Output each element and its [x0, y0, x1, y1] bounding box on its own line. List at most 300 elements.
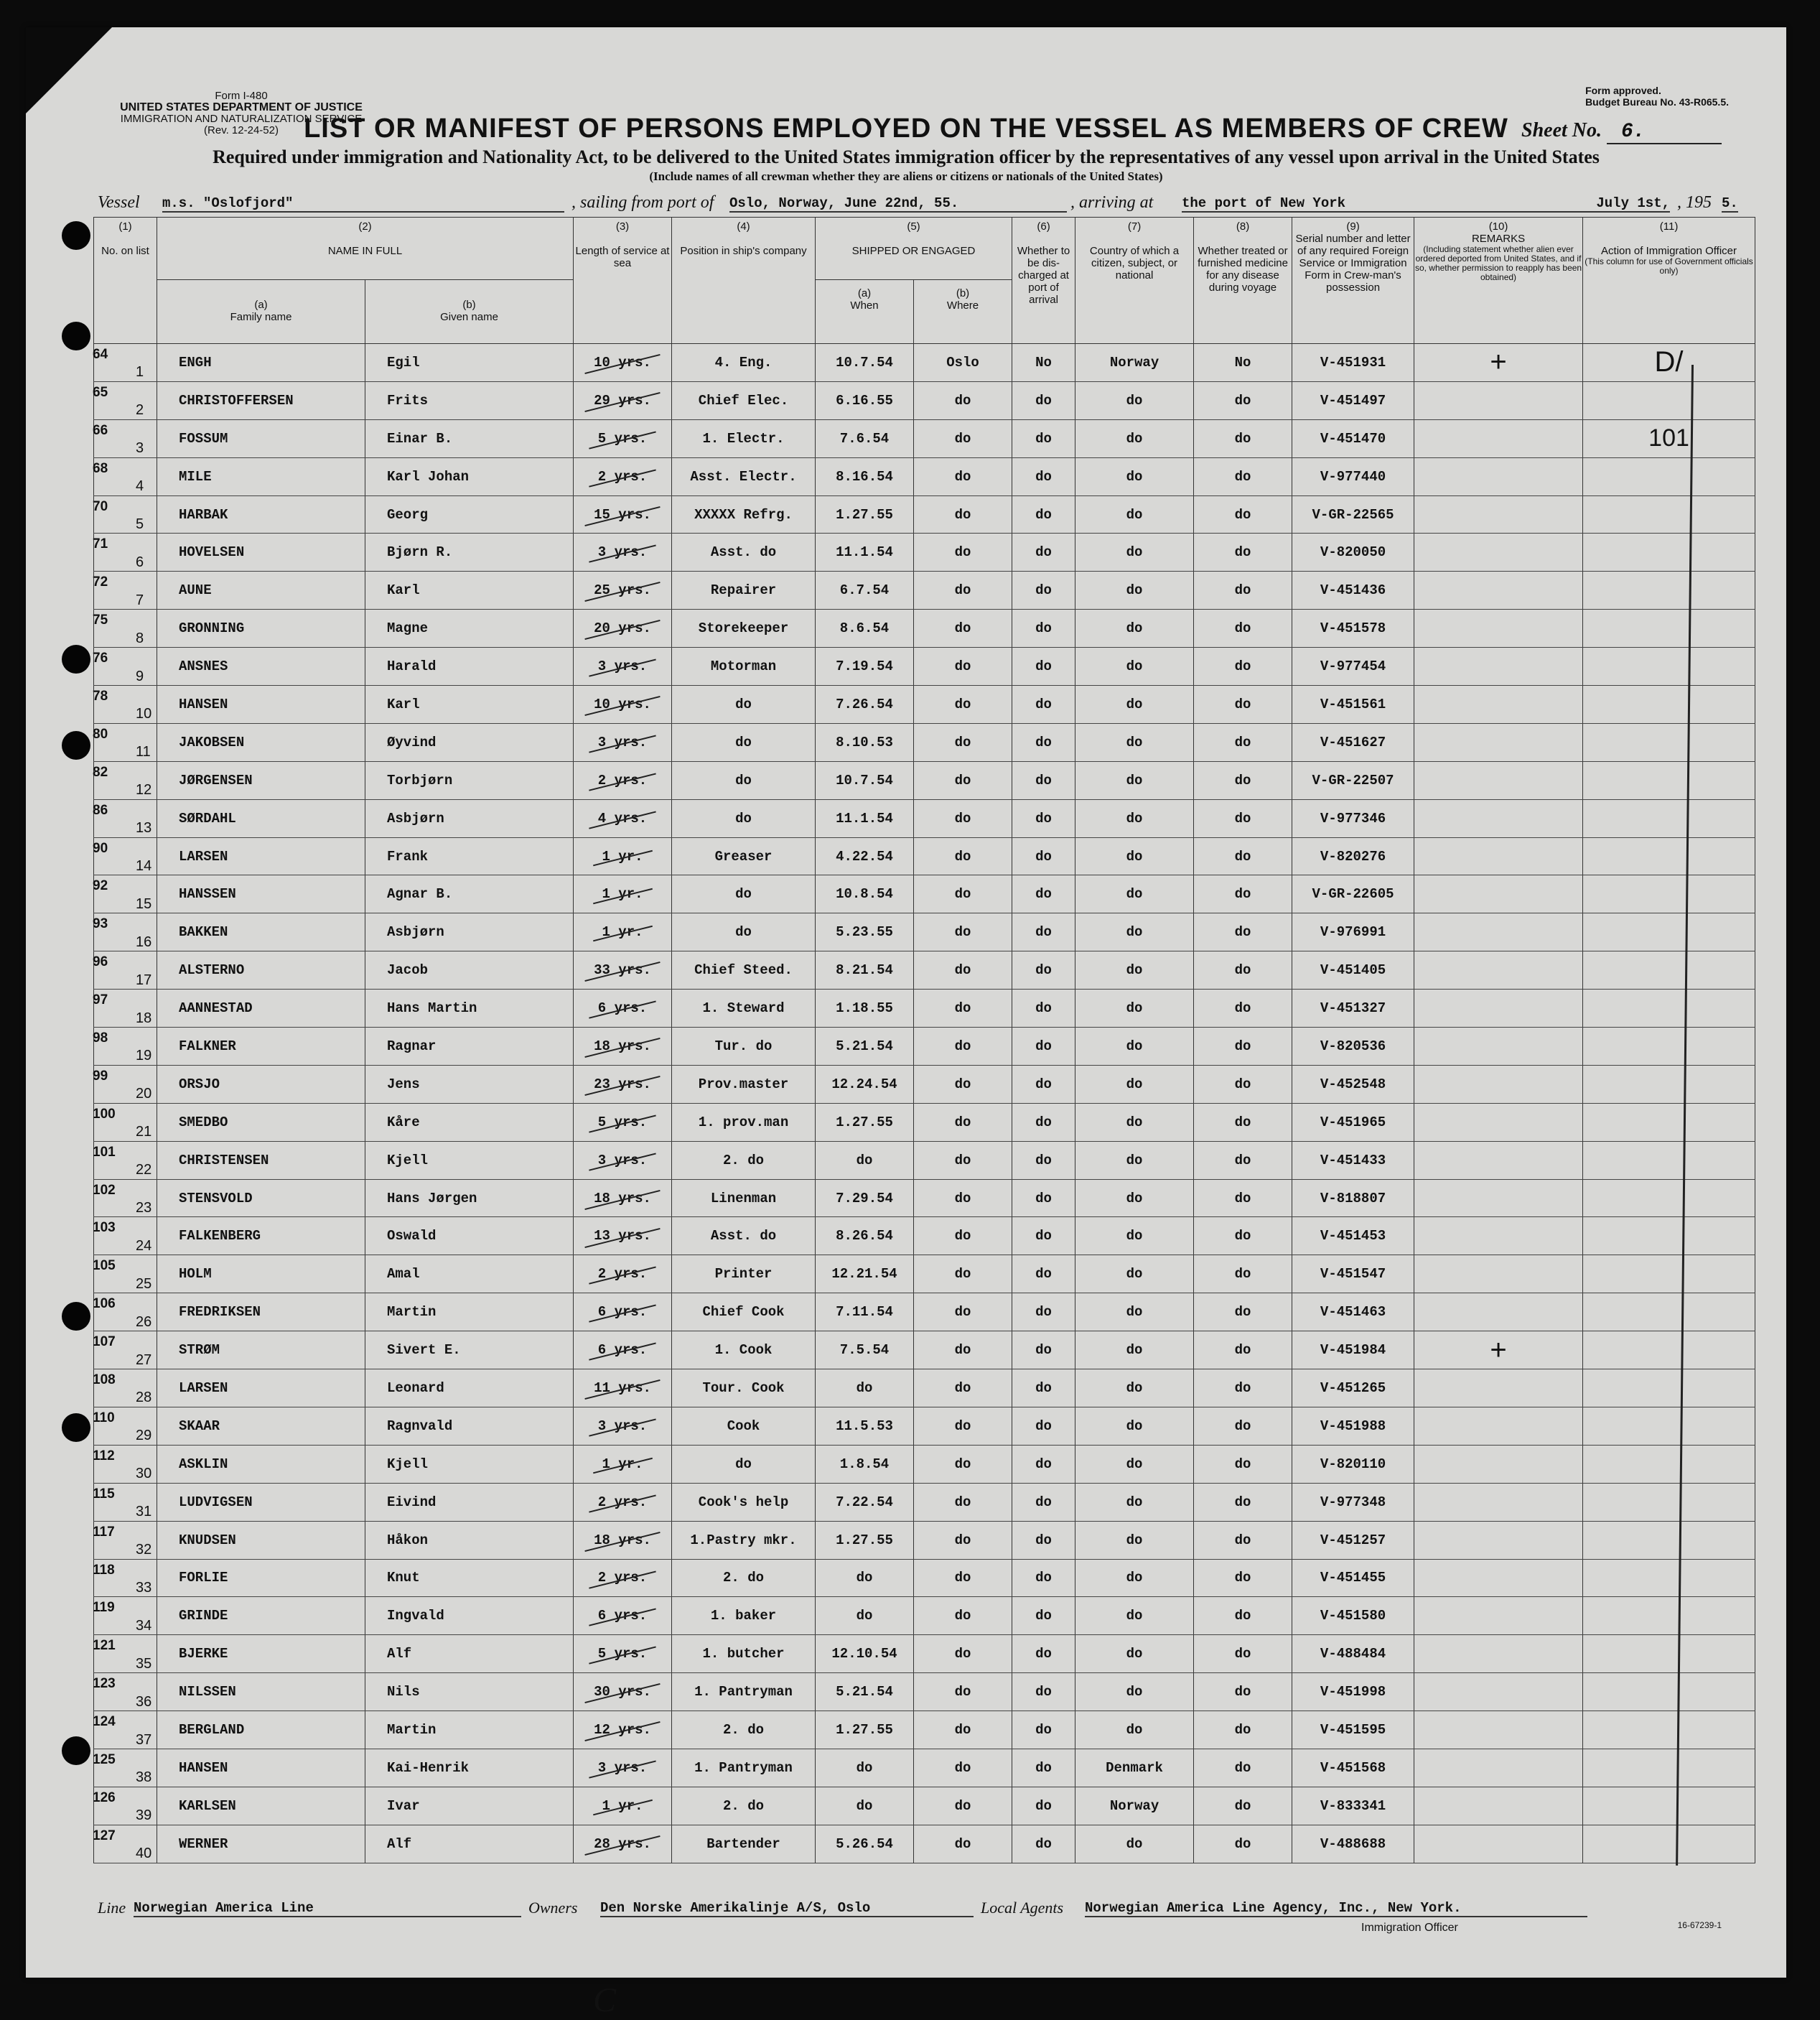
handwritten-initial: C: [593, 1981, 617, 2019]
row-number: [94, 1825, 157, 1863]
table-row: [94, 1141, 1755, 1179]
row-number: [94, 457, 157, 495]
treated: do: [1194, 761, 1292, 799]
handwritten-list-number: 66: [93, 422, 108, 438]
country: do: [1075, 1141, 1194, 1179]
service-length: [574, 495, 672, 534]
handwritten-list-number: 110: [93, 1410, 115, 1425]
position: Linenman: [672, 1179, 816, 1217]
position: 1. Steward: [672, 990, 816, 1028]
col-action-header: [1583, 218, 1755, 344]
row-number: [94, 913, 157, 951]
remarks: [1414, 1673, 1583, 1711]
form-approved: Form approved.: [1585, 85, 1661, 96]
treated: do: [1194, 837, 1292, 875]
col-label: (a) When: [850, 287, 879, 312]
treated: do: [1194, 1521, 1292, 1559]
service-value: 11 yrs.: [594, 1379, 651, 1396]
row-number: [94, 1217, 157, 1255]
remarks: [1414, 1787, 1583, 1825]
handwritten-list-number: 125: [93, 1751, 116, 1767]
table-row: [94, 1179, 1755, 1217]
family-name: ORSJO: [157, 1065, 365, 1103]
shipped-when: do: [816, 1141, 914, 1179]
remarks: [1414, 1179, 1583, 1217]
row-number: [94, 1711, 157, 1749]
row-number: [94, 1331, 157, 1369]
discharged: do: [1012, 1825, 1075, 1863]
treated: do: [1194, 495, 1292, 534]
row-number: [94, 1103, 157, 1141]
row-number: [94, 572, 157, 610]
shipped-where: do: [914, 1141, 1012, 1179]
family-name: HANSSEN: [157, 875, 365, 913]
family-name: BERGLAND: [157, 1711, 365, 1749]
col-label: Length of service at sea: [575, 245, 670, 269]
serial-number: V-977346: [1292, 799, 1414, 837]
service-value: 2 yrs.: [597, 1570, 648, 1586]
position: do: [672, 875, 816, 913]
shipped-when: do: [816, 1787, 914, 1825]
shipped-when: 10.7.54: [816, 761, 914, 799]
remarks: [1414, 913, 1583, 951]
shipped-where: do: [914, 1445, 1012, 1483]
handwritten-list-number: 126: [93, 1789, 116, 1805]
officer-action: [1583, 1217, 1755, 1255]
officer-action: D/: [1583, 344, 1755, 382]
family-name: JAKOBSEN: [157, 723, 365, 761]
serial-number: V-833341: [1292, 1787, 1414, 1825]
shipped-when: 5.21.54: [816, 1028, 914, 1066]
discharged: do: [1012, 1255, 1075, 1293]
handwritten-list-number: 115: [93, 1486, 115, 1502]
country: do: [1075, 1179, 1194, 1217]
given-name: Harald: [365, 648, 574, 686]
handwritten-list-number: 70: [93, 498, 108, 514]
form-number: Form I-480: [215, 90, 268, 102]
row-number: [94, 1141, 157, 1179]
table-row: [94, 572, 1755, 610]
handwritten-list-number: 100: [93, 1106, 116, 1122]
country: do: [1075, 1331, 1194, 1369]
position: 1. Electr.: [672, 419, 816, 457]
serial-number: V-977440: [1292, 457, 1414, 495]
handwritten-list-number: 78: [93, 689, 108, 704]
officer-action: [1583, 1445, 1755, 1483]
remarks: +: [1414, 1331, 1583, 1369]
given-name: Jens: [365, 1065, 574, 1103]
position: 1. Pantryman: [672, 1749, 816, 1787]
service-length: [574, 837, 672, 875]
officer-action: [1583, 1787, 1755, 1825]
table-row: [94, 990, 1755, 1028]
shipped-where: do: [914, 610, 1012, 648]
table-row: [94, 1103, 1755, 1141]
table-row: [94, 381, 1755, 419]
given-name: Bjørn R.: [365, 534, 574, 572]
service-length: [574, 1673, 672, 1711]
serial-number: V-451453: [1292, 1217, 1414, 1255]
family-name: STENSVOLD: [157, 1179, 365, 1217]
officer-action: [1583, 761, 1755, 799]
row-number: [94, 534, 157, 572]
officer-action: [1583, 837, 1755, 875]
row-index: 2: [136, 402, 144, 419]
position: Tur. do: [672, 1028, 816, 1066]
row-index: 20: [136, 1086, 152, 1102]
family-name: HANSEN: [157, 1749, 365, 1787]
serial-number: V-451405: [1292, 951, 1414, 990]
remarks: [1414, 1217, 1583, 1255]
given-name: Einar B.: [365, 419, 574, 457]
row-index: 18: [136, 1010, 152, 1026]
serial-number: V-451627: [1292, 723, 1414, 761]
family-name: ASKLIN: [157, 1445, 365, 1483]
family-name: BJERKE: [157, 1635, 365, 1673]
service-length: [574, 1825, 672, 1863]
handwritten-list-number: 117: [93, 1524, 115, 1540]
given-name: Karl Johan: [365, 457, 574, 495]
row-index: 38: [136, 1769, 152, 1786]
treated: do: [1194, 1028, 1292, 1066]
row-index: 23: [136, 1200, 152, 1216]
remarks: [1414, 686, 1583, 724]
given-name: Kjell: [365, 1445, 574, 1483]
service-value: 2 yrs.: [597, 468, 648, 485]
family-name: LARSEN: [157, 837, 365, 875]
remarks: [1414, 1559, 1583, 1597]
row-number: [94, 1635, 157, 1673]
given-name: Martin: [365, 1293, 574, 1331]
service-value: 5 yrs.: [597, 430, 648, 447]
position: Asst. Electr.: [672, 457, 816, 495]
row-number: [94, 1445, 157, 1483]
row-index: 1: [136, 364, 144, 381]
discharged: do: [1012, 1597, 1075, 1635]
given-name: Frits: [365, 381, 574, 419]
country: do: [1075, 723, 1194, 761]
row-number: [94, 610, 157, 648]
service-value: 10 yrs.: [594, 354, 651, 371]
crew-rows: [94, 344, 1755, 1863]
family-name: MILE: [157, 457, 365, 495]
serial-number: V-451965: [1292, 1103, 1414, 1141]
row-index: 6: [136, 554, 144, 570]
serial-number: V-451988: [1292, 1407, 1414, 1445]
discharged: do: [1012, 1711, 1075, 1749]
position: Storekeeper: [672, 610, 816, 648]
shipped-where: do: [914, 1103, 1012, 1141]
col-label: NAME IN FULL: [327, 245, 403, 257]
shipped-where: do: [914, 1711, 1012, 1749]
treated: do: [1194, 686, 1292, 724]
country: do: [1075, 610, 1194, 648]
service-value: 3 yrs.: [597, 1152, 648, 1168]
remarks: [1414, 1445, 1583, 1483]
shipped-when: 1.18.55: [816, 990, 914, 1028]
col-family-header: [157, 280, 365, 344]
remarks: [1414, 1483, 1583, 1521]
serial-number: V-976991: [1292, 913, 1414, 951]
row-number: [94, 1749, 157, 1787]
position: Prov.master: [672, 1065, 816, 1103]
shipped-where: do: [914, 1483, 1012, 1521]
shipped-when: do: [816, 1369, 914, 1407]
family-name: HARBAK: [157, 495, 365, 534]
serial-number: V-451497: [1292, 381, 1414, 419]
col-position-header: [672, 218, 816, 344]
service-length: [574, 1559, 672, 1597]
col-service-header: [574, 218, 672, 344]
row-index: 9: [136, 668, 144, 684]
row-index: 28: [136, 1390, 152, 1406]
given-name: Jacob: [365, 951, 574, 990]
shipped-where: do: [914, 799, 1012, 837]
row-index: 34: [136, 1617, 152, 1634]
service-length: [574, 1749, 672, 1787]
service-value: 3 yrs.: [597, 1418, 648, 1434]
discharged: do: [1012, 1179, 1075, 1217]
position: Asst. do: [672, 534, 816, 572]
service-value: 12 yrs.: [594, 1722, 651, 1738]
serial-number: V-818807: [1292, 1179, 1414, 1217]
country: do: [1075, 534, 1194, 572]
serial-number: V-451547: [1292, 1255, 1414, 1293]
officer-action: [1583, 1179, 1755, 1217]
shipped-when: 1.8.54: [816, 1445, 914, 1483]
position: 2. do: [672, 1711, 816, 1749]
service-value: 2 yrs.: [597, 1494, 648, 1510]
remarks: [1414, 990, 1583, 1028]
service-length: [574, 457, 672, 495]
year-label: , 195: [1677, 193, 1712, 212]
treated: do: [1194, 610, 1292, 648]
handwritten-list-number: 103: [93, 1220, 116, 1236]
col-list-no-header: [94, 218, 157, 344]
discharged: do: [1012, 1369, 1075, 1407]
row-number: [94, 1065, 157, 1103]
country: do: [1075, 1825, 1194, 1863]
table-row: [94, 723, 1755, 761]
country: do: [1075, 457, 1194, 495]
treated: do: [1194, 990, 1292, 1028]
remarks: [1414, 799, 1583, 837]
row-index: 29: [136, 1428, 152, 1444]
col-label: Serial number and letter of any required Foreign Service or Immigration Form in Crew-man's possession: [1295, 233, 1411, 294]
row-number: [94, 1673, 157, 1711]
service-value: 6 yrs.: [597, 1000, 648, 1017]
service-value: 33 yrs.: [594, 962, 651, 979]
given-name: Martin: [365, 1711, 574, 1749]
handwritten-list-number: 97: [93, 992, 108, 1008]
service-length: [574, 761, 672, 799]
col-number: (6): [1037, 220, 1050, 233]
discharged: do: [1012, 1217, 1075, 1255]
position: Bartender: [672, 1825, 816, 1863]
country: do: [1075, 1521, 1194, 1559]
punch-hole: [62, 221, 90, 250]
discharged: do: [1012, 723, 1075, 761]
officer-label: Immigration Officer: [1361, 1922, 1458, 1934]
remarks: [1414, 648, 1583, 686]
row-number: [94, 1179, 157, 1217]
given-name: Magne: [365, 610, 574, 648]
arrival-date: July 1st,: [1526, 195, 1670, 213]
table-row: [94, 1407, 1755, 1445]
handwritten-list-number: 98: [93, 1030, 108, 1046]
row-index: 14: [136, 858, 152, 875]
handwritten-list-number: 119: [93, 1600, 115, 1616]
treated: do: [1194, 799, 1292, 837]
country: do: [1075, 572, 1194, 610]
table-row: [94, 1255, 1755, 1293]
col-label: Position in ship's company: [680, 245, 807, 257]
family-name: STRØM: [157, 1331, 365, 1369]
family-name: SMEDBO: [157, 1103, 365, 1141]
serial-number: V-451578: [1292, 610, 1414, 648]
family-name: AUNE: [157, 572, 365, 610]
serial-number: V-977454: [1292, 648, 1414, 686]
row-index: 19: [136, 1048, 152, 1064]
family-name: AANNESTAD: [157, 990, 365, 1028]
table-row: [94, 495, 1755, 534]
treated: do: [1194, 1635, 1292, 1673]
given-name: Asbjørn: [365, 913, 574, 951]
row-number: [94, 344, 157, 382]
serial-number: V-451984: [1292, 1331, 1414, 1369]
col-number: (5): [907, 220, 920, 233]
treated: do: [1194, 1749, 1292, 1787]
punch-hole: [62, 1413, 90, 1442]
family-name: HANSEN: [157, 686, 365, 724]
service-value: 3 yrs.: [597, 544, 648, 561]
arriving-value: the port of New York: [1182, 195, 1526, 213]
treated: do: [1194, 1559, 1292, 1597]
given-name: Ragnvald: [365, 1407, 574, 1445]
row-index: 32: [136, 1542, 152, 1558]
given-name: Knut: [365, 1559, 574, 1597]
service-value: 2 yrs.: [597, 1266, 648, 1283]
position: do: [672, 686, 816, 724]
serial-number: V-451436: [1292, 572, 1414, 610]
table-row: [94, 419, 1755, 457]
position: 2. do: [672, 1559, 816, 1597]
country: do: [1075, 1673, 1194, 1711]
row-index: 4: [136, 478, 144, 495]
service-length: [574, 534, 672, 572]
position: Cook: [672, 1407, 816, 1445]
shipped-when: do: [816, 1597, 914, 1635]
given-name: Hans Martin: [365, 990, 574, 1028]
discharged: do: [1012, 1141, 1075, 1179]
serial-number: V-451327: [1292, 990, 1414, 1028]
position: 1. Cook: [672, 1331, 816, 1369]
serial-number: V-GR-22605: [1292, 875, 1414, 913]
serial-number: V-GR-22565: [1292, 495, 1414, 534]
discharged: do: [1012, 1559, 1075, 1597]
line-value: Norwegian America Line: [134, 1900, 521, 1917]
service-length: [574, 572, 672, 610]
remarks: [1414, 723, 1583, 761]
position: Asst. do: [672, 1217, 816, 1255]
row-index: 39: [136, 1807, 152, 1824]
remarks: [1414, 951, 1583, 990]
treated: do: [1194, 1065, 1292, 1103]
serial-number: V-GR-22507: [1292, 761, 1414, 799]
shipped-where: do: [914, 1179, 1012, 1217]
serial-number: V-451561: [1292, 686, 1414, 724]
row-index: 17: [136, 972, 152, 988]
discharged: do: [1012, 1065, 1075, 1103]
given-name: Karl: [365, 686, 574, 724]
shipped-when: 11.1.54: [816, 534, 914, 572]
service-length: [574, 1369, 672, 1407]
row-index: 13: [136, 820, 152, 837]
shipped-when: 7.19.54: [816, 648, 914, 686]
sheet-label: Sheet No.: [1521, 119, 1602, 141]
col-label: Whether to be dis-charged at port of arrival: [1017, 245, 1070, 306]
country: do: [1075, 799, 1194, 837]
given-name: Amal: [365, 1255, 574, 1293]
officer-action: [1583, 1028, 1755, 1066]
row-index: 25: [136, 1275, 152, 1292]
country: do: [1075, 1483, 1194, 1521]
table-row: [94, 1597, 1755, 1635]
shipped-where: do: [914, 534, 1012, 572]
remarks: [1414, 419, 1583, 457]
row-number: [94, 648, 157, 686]
family-name: WERNER: [157, 1825, 365, 1863]
remarks: [1414, 1711, 1583, 1749]
shipped-when: 4.22.54: [816, 837, 914, 875]
row-index: 15: [136, 895, 152, 912]
service-length: [574, 1141, 672, 1179]
shipped-when: 8.16.54: [816, 457, 914, 495]
service-value: 29 yrs.: [594, 392, 651, 409]
punch-hole: [62, 731, 90, 760]
service-value: 13 yrs.: [594, 1228, 651, 1244]
sailing-label: , sailing from port of: [571, 193, 714, 212]
col-treated-header: [1194, 218, 1292, 344]
remarks: [1414, 1255, 1583, 1293]
country: Denmark: [1075, 1749, 1194, 1787]
service-length: [574, 913, 672, 951]
service-length: [574, 610, 672, 648]
treated: do: [1194, 1103, 1292, 1141]
owners-value: Den Norske Amerikalinje A/S, Oslo: [600, 1900, 974, 1917]
shipped-where: do: [914, 875, 1012, 913]
serial-number: V-820110: [1292, 1445, 1414, 1483]
vessel-line: [98, 188, 1750, 214]
service-length: [574, 799, 672, 837]
shipped-when: 7.26.54: [816, 686, 914, 724]
table-row: [94, 1787, 1755, 1825]
treated: do: [1194, 648, 1292, 686]
row-number: [94, 875, 157, 913]
shipped-where: do: [914, 837, 1012, 875]
remarks: [1414, 1825, 1583, 1863]
shipped-when: 7.6.54: [816, 419, 914, 457]
service-length: [574, 686, 672, 724]
shipped-where: do: [914, 1635, 1012, 1673]
family-name: LARSEN: [157, 1369, 365, 1407]
treated: do: [1194, 1369, 1292, 1407]
shipped-where: do: [914, 572, 1012, 610]
handwritten-list-number: 75: [93, 613, 108, 628]
discharged: do: [1012, 1635, 1075, 1673]
discharged: do: [1012, 1445, 1075, 1483]
treated: do: [1194, 1445, 1292, 1483]
